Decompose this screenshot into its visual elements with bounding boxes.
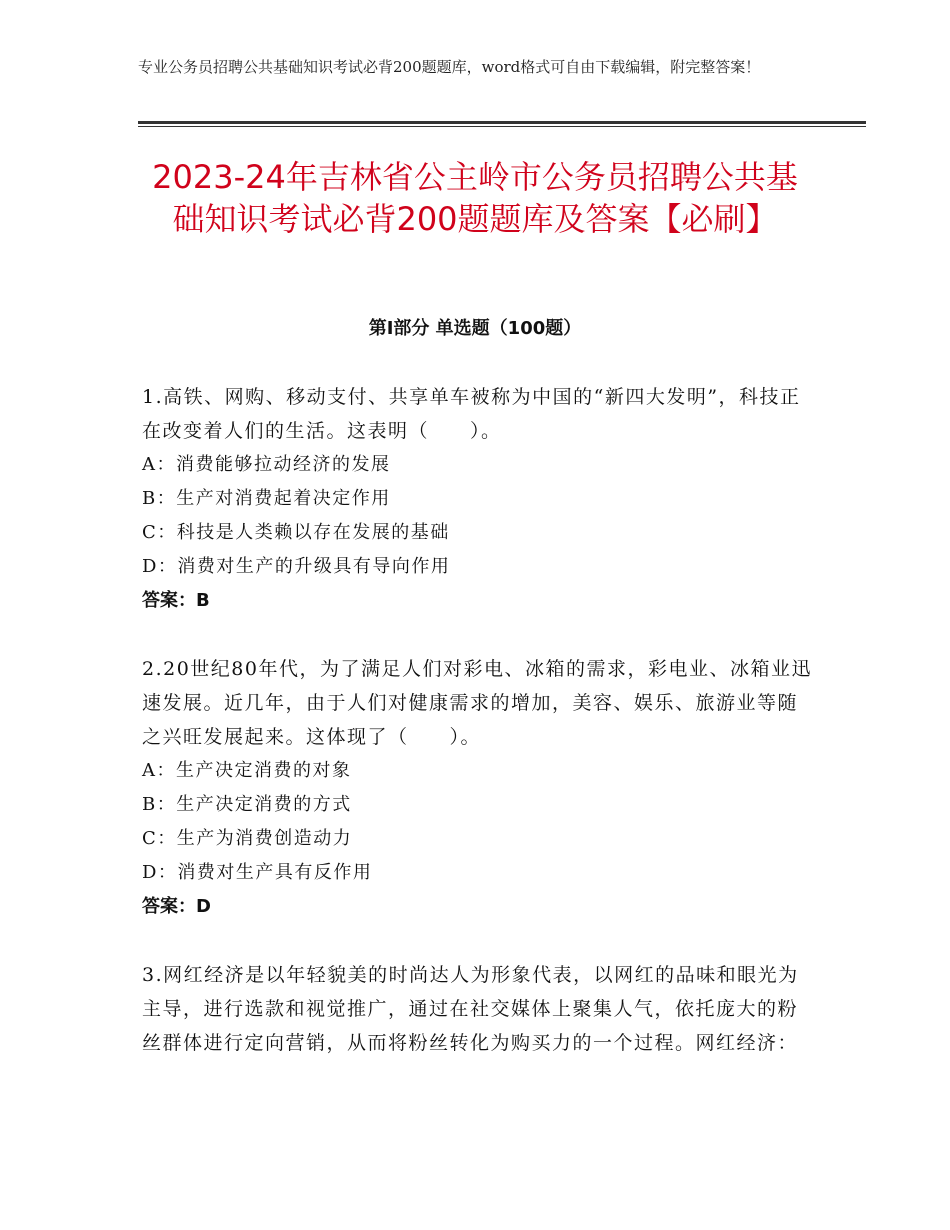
option-d: D：消费对生产具有反作用: [142, 862, 373, 883]
option-c: C：生产为消费创造动力: [142, 828, 353, 849]
header-note: 专业公务员招聘公共基础知识考试必背200题题库，word格式可自由下载编辑，附完整答案！: [138, 58, 761, 76]
document-title: 2023-24年吉林省公主岭市公务员招聘公共基础知识考试必背200题题库及答案【必刷】: [152, 158, 798, 238]
option-b: B：生产对消费起着决定作用: [142, 488, 391, 509]
section-heading: 第Ⅰ部分 单选题（100题）: [368, 318, 582, 339]
header-divider-thin: [138, 126, 866, 127]
option-a: A：生产决定消费的对象: [142, 760, 352, 781]
option-a: A：消费能够拉动经济的发展: [142, 454, 391, 475]
question-stem: 2.20世纪80年代，为了满足人们对彩电、冰箱的需求，彩电业、冰箱业迅速发展。近几年，由于人们对健康需求的增加，美容、娱乐、旅游业等随之兴旺发展起来。这体现了（ ）。: [142, 658, 812, 748]
question-1: [142, 380, 812, 618]
question-2: [142, 652, 812, 924]
answer-label: 答案：D: [142, 896, 211, 917]
question-list: [142, 380, 812, 1094]
option-d: D：消费对生产的升级具有导向作用: [142, 556, 451, 577]
question-stem: 3.网红经济是以年轻貌美的时尚达人为形象代表，以网红的品味和眼光为主导，进行选款和视觉推广，通过在社交媒体上聚集人气，依托庞大的粉丝群体进行定向营销，从而将粉丝转化为购买力的一个过程。网红经济：: [142, 964, 799, 1054]
header-divider: [138, 121, 866, 124]
option-c: C：科技是人类赖以存在发展的基础: [142, 522, 450, 543]
question-stem: 1.高铁、网购、移动支付、共享单车被称为中国的“新四大发明”，科技正在改变着人们的生活。这表明（ ）。: [142, 386, 801, 442]
option-b: B：生产决定消费的方式: [142, 794, 352, 815]
question-3: [142, 958, 812, 1060]
answer-label: 答案：B: [142, 590, 210, 611]
